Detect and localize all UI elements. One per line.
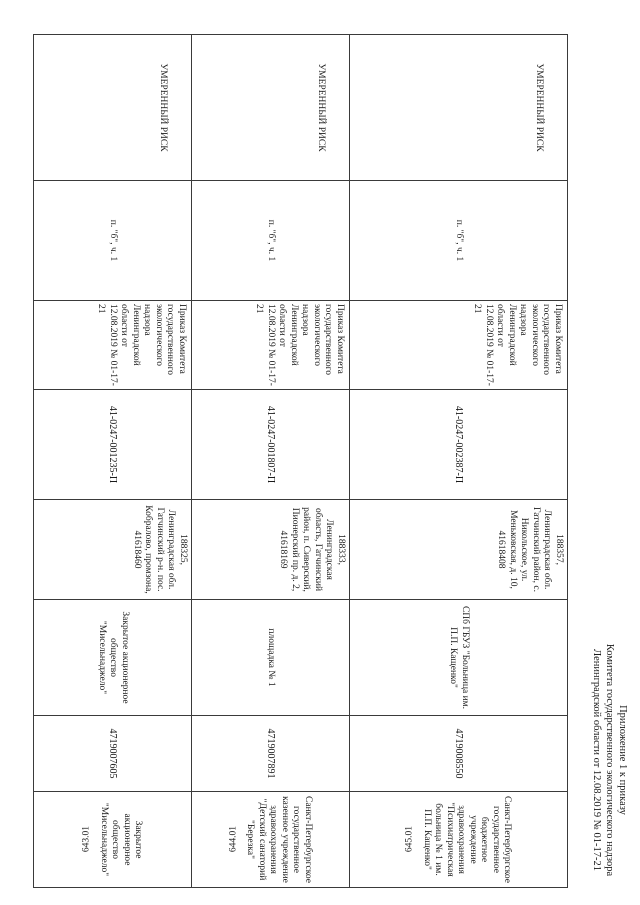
registration-id-cell: 41-0247-001807-П — [192, 390, 350, 500]
risk-category-cell: УМЕРЕННЫЙ РИСК — [350, 35, 568, 181]
row-number: 645.01 — [404, 826, 415, 853]
document-header — [590, 640, 629, 880]
header-line-3: Ленинградской области от 12.08.2019 № 01-17-21 — [591, 649, 602, 871]
row-number: 644.01 — [228, 826, 239, 853]
row-number: 643.01 — [81, 826, 92, 853]
order-cell: Приказ Комитета государственного экологического надзора Ленинградской области от 12.08.2019 № 01-17-21 — [350, 301, 568, 390]
address-cell: 188357, Ленинградская обл. Гатчинский район, с. Никольское, ул. Меньковская, д. 10, 41618408 — [350, 500, 568, 600]
clause-cell: п. "б", ч. 1 — [350, 181, 568, 301]
facility-cell: СПб ГБУЗ "Больница им. П.П. Кащенко" — [350, 600, 568, 716]
risk-category-cell: УМЕРЕННЫЙ РИСК — [34, 35, 192, 181]
table-row — [350, 35, 568, 888]
header-line-2: Комитета государственного экологического надзора — [604, 643, 615, 877]
clause-cell: п. "б", ч. 1 — [34, 181, 192, 301]
registration-id-cell: 41-0247-001235-П — [34, 390, 192, 500]
table-row — [34, 35, 192, 888]
organization-cell — [350, 792, 568, 888]
facility-cell: площадка № 1 — [192, 600, 350, 716]
registry-table — [33, 34, 568, 888]
clause-cell: п. "б", ч. 1 — [192, 181, 350, 301]
table-row — [192, 35, 350, 888]
address-cell: 188333, Ленинградская область, Гатчинский район, п. Сиверский, Пионерский пр. д. 2, 41618169 — [192, 500, 350, 600]
organization-name: Закрытое акционерное общество "Мисельнаджело" — [98, 802, 144, 877]
organization-cell — [34, 792, 192, 888]
organization-cell — [192, 792, 350, 888]
header-line-1: Приложение 1 к приказу — [617, 705, 628, 815]
inn-cell: 4719008550 — [350, 716, 568, 792]
order-cell: Приказ Комитета государственного экологического надзора Ленинградской области от 12.08.2019 № 01-17-21 — [34, 301, 192, 390]
inn-cell: 4719007605 — [34, 716, 192, 792]
inn-cell: 4719007891 — [192, 716, 350, 792]
organization-name: Санкт-Петербургское государственное бюджетное учреждение здравоохранения "Психиатрическая больница № 1 им. П.П. Кащенко" — [421, 796, 513, 883]
registry-table-wrapper — [34, 34, 568, 888]
order-cell: Приказ Комитета государственного экологического надзора Ленинградской области от 12.08.2019 № 01-17-21 — [192, 301, 350, 390]
facility-cell: Закрытое акционерное общество "Мисельнаджело" — [34, 600, 192, 716]
organization-name: Санкт-Петербургское государственное казенное учреждение здравоохранения "Детский санаторий "Березка" — [245, 796, 313, 883]
registration-id-cell: 41-0247-002387-П — [350, 390, 568, 500]
risk-category-cell: УМЕРЕННЫЙ РИСК — [192, 35, 350, 181]
address-cell: 188325, Ленинградская обл. Гатчинский р-н. пос. Кобралово, промзона, 41618460 — [34, 500, 192, 600]
